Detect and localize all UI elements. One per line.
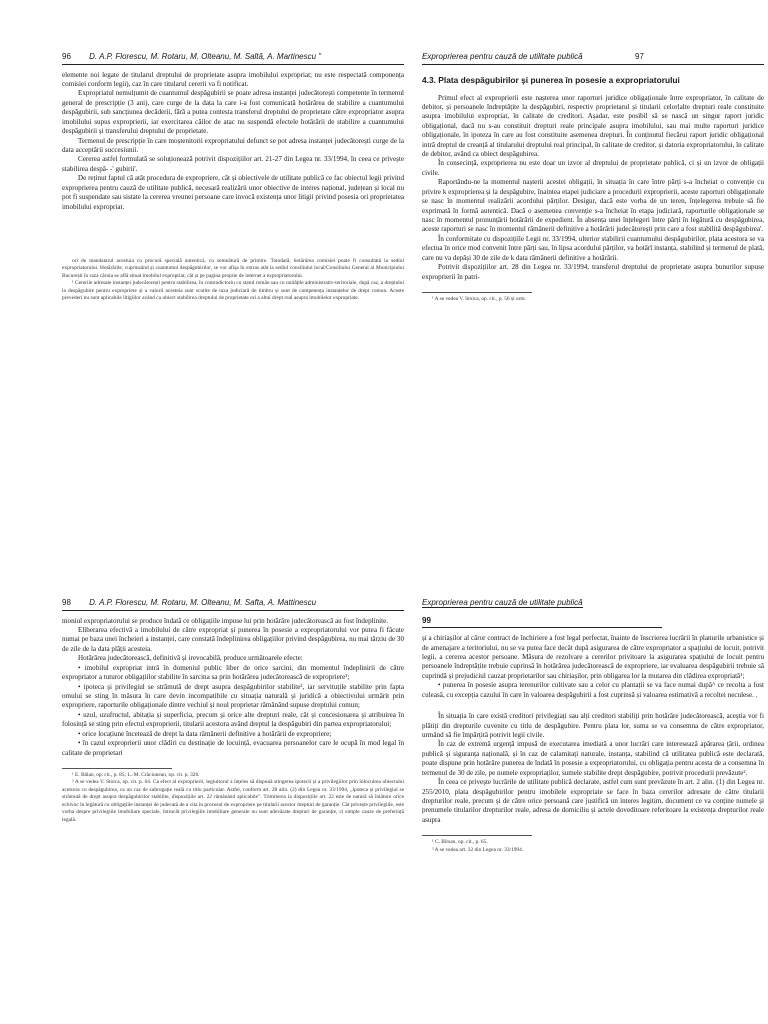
footnote: ¹ C. Bîrsan, op. cit., p. 65. — [432, 839, 488, 846]
running-header — [62, 52, 404, 65]
paragraph: În consecință, exproprierea nu este doar un izvor al dreptului de proprietate publică, ci și un izvor de obligații civile. — [422, 159, 764, 177]
footnotes — [422, 296, 764, 303]
bullet-item: • în cazul exproprierii unor clădiri cu destinație de locuință, evacuarea persoanelor care le ocupă în mod legal în calitate de proprietari — [62, 739, 404, 757]
footnote: ¹ E. Bălan, op. cit., p. 85; L.-M. Crăciunean, op. cit. p. 326. — [72, 771, 200, 778]
page-number: 97 — [635, 52, 644, 61]
bullet-item: • punerea în posesie asupra terenurilor cultivate sau a celor cu plantații se va face numai după^ ce recolta a fost culeasă, cu excepția cazului în care în valoarea despăgubirii a fost cuprinsă și valoarea estimativă a recoltei neculese. . — [422, 681, 764, 699]
footnote: ori de mandatarul acestuia cu procură specială autentică, cu semnătură de primire. Totodată, hotărârea comisiei poate fi consultată la sediul expropriatorului. Hotărârile, cuprinzând și cuantumul despăgubirilor, se vor afișa în extras atât la sediul consiliului local/Consiliului General al Municipiului București în raza căruia se află situat imobilul expropriat, cât și pe pagina proprie de internet a expropriatorului. — [62, 257, 404, 279]
running-header — [422, 52, 764, 65]
bullet-item: • orice locațiune încetează de drept la data rămânerii definitive a hotărârii de expropriere; — [78, 729, 332, 738]
page-96 — [62, 52, 404, 303]
footnote: ¹ A se vedea V. Stoica, op. cit., p. 56 și urm. — [432, 295, 526, 302]
footnotes — [62, 772, 404, 824]
page-98 — [62, 598, 404, 824]
paragraph: Expropriatul nemulțumit de cuantumul despăgubirii se poate adresa instanței judecătorești competente în termenul general de prescripție (3 ani), care curge de la data la care i-a fost comunicată hotărârea de stabilire a cuantumului despăgubirii, sub sancțiunea decăderii, fără a putea contesta transferul dreptului de proprietate către expropriator asupra imobilului supus exproprierii, iar exercitarea căilor de atac nu suspendă efectele hotărârii de stabilire a cuantumului despăgubirii și transferului dreptului de proprietate. — [62, 89, 404, 136]
footnote: ¹ Cererile adresate instanței judecătorești pentru stabilirea, în contradictoriu cu statul român sau cu unitățile administrativ-teritoriale, după caz, a dreptului la despăgubire pentru expropriere și a valorii acesteia sunt scutite de taxa judiciară de timbru și sunt de competența instanțelor de drept comun. Aceste prevederi nu sunt aplicabile litigiilor având ca obiect stabilirea dreptului de proprietate ori a altui drept real asupra imobilelor expropriate. — [62, 280, 404, 302]
bullet-item: • imobilul expropriat intră în domeniul public liber de orice sarcini, din momentul îndeplinirii de către expropriator a tuturor obligațiilor stabilite în sarcina sa prin hotărârea judecătorească de expropriere¹; — [62, 663, 404, 682]
page-97 — [422, 52, 764, 303]
paragraph: moniul expropriatorului se produce îndată ce obligațiile impuse lui prin hotărâre judecătorească au fost îndeplinite. — [62, 616, 389, 625]
page-number: 96 — [62, 52, 71, 61]
running-header — [422, 598, 764, 610]
paragraph: De reținut faptul că atât procedura de expropriere, cât și obiectivele de utilitate publică ce fac obiectul legii privind exproprierea pentru cauză de utilitate publică, necesară realizării unor obiective de interes național, județean și local nu pot fi suspendate sau sistate la cererea vreunei persoane care invocă existența unor litigii privind posesia ori proprietatea imobilului expropriat. — [62, 174, 404, 211]
paragraph: Primul efect al exproprierii este nașterea unor raporturi juridice obligaționale între expropriator, în calitate de debitor, și persoanele îndreptățite la despăgubiri, respectiv proprietarul și titularii celorlalte drepturi reale constituite asupra imobilului expropriat, în calitate de creditori. Așadar, este posibil să se nască un singur raport juridic obligațional, dacă nu s-au constituit drepturi reale principale asupra imobilului, sau mai multe raporturi juridice obligaționale, în ipoteza în care au fost constituite asemenea drepturi. În conținutul fiecărui raport juridic obligațional intră dreptul de creanță al titularului dreptului real principal, în calitate de creditor, și datoria expropriatorului, în calitate de debitor, având ca obiect despăgubirea. — [422, 93, 764, 159]
paragraph: În conformitate cu dispozițiile Legii nr. 33/1994, ulterior stabilirii cuantumului despăgubirilor, plata acestora se va efectua în orice mod convenit între părți sau, în lipsa acordului părților, va hotărî instanța, stabilind și termenul de plată, care nu va depăși 30 de zile de k data rămânerii definitive a hotărârii. — [422, 234, 764, 262]
paragraph: Termenul de prescripție în care moștenitorii expropriatului defunct se pot adresa instanței judecătorești curge de la data acceptării succesiunii. — [62, 136, 404, 154]
running-head-title: Exproprierea pentru cauză de utilitate publică — [422, 598, 583, 607]
footnotes — [422, 839, 764, 854]
paragraph: Hotărârea judecătorească, definitivă și irevocabilă, produce următoarele efecte: — [78, 654, 303, 663]
paragraph: elemente noi legate de titularul dreptului de proprietate asupra imobilului expropriat; nu este respectată componența comisiei conform legii), caz în care titularul cererii va fi notificat. — [62, 70, 404, 89]
paragraph: Eliberarea efectivă a imobilului de către expropriat și punerea în posesie a expropriatorului vor putea fi făcute numai pe baza unei încheieri a instanței, care constată îndeplinirea obligațiilor privind despăgubirea, nu mai târziu de 30 de zile de la data plății acesteia. — [62, 626, 404, 653]
page-number: 98 — [62, 598, 71, 607]
footnotes — [62, 258, 404, 303]
running-head-title: Exproprierea pentru cauză de utilitate publică — [422, 52, 583, 61]
page-99 — [422, 598, 764, 854]
footnote: ² A se vedea art. 32 din Legea nr. 33/1994. — [432, 846, 524, 853]
running-head-authors: D. A.P. Florescu, M. Rotaru, M. Olteanu, M. Safta, A. Mattinescu — [89, 598, 317, 607]
paragraph: În ceea ce privește lucrările de utilitate publică declarate, astfel cum sunt prevăzute în art. 2 alin. (1) din Legea nr. 255/2010, plata despăgubirilor pentru imobilele expropriate se face în baza cererilor adresate de către titularii drepturilor reale, precum și de către orice persoană care justifică un interes legitim, document ce va conține numele și prenumele titularilor drepturilor reale, adresa de domiciliu și actele doveditoare referitoare la existența drepturilor reale asupra — [422, 778, 764, 824]
paragraph: În situația în care există creditori privilegiați sau alți creditori stabiliți prin hotărâre judecătorească, aceștia vor fi plătiți din drepturile cuvenite cu titlu de despăgubire. Pentru plata lor, suma se va consemna de către expropriator, urmând să fie împărțită potrivit legii civile. — [422, 712, 764, 740]
paragraph: Potrivit dispozițiilor art. 28 din Legea nr. 33/1994, transferul dreptului de proprietate asupra bunurilor supuse exproprierii în patri- — [422, 263, 764, 281]
footnote: ² A se vedea V. Stoica, op. cit. p. 64. Ca efect al exproprierii, legiuitorul a înțeles să dispună stingerea ipotecii și a privilegiilor prin înlocuirea obiectului acestora cu despăgubirea, ca un caz de subrogație reală cu titlu particular. Astfel, conform art. 28 alin. (2) din Legea nr. 33/1994, „ipoteca și privilegiul se strămută de drept asupra despăgubirilor stabilite, dispozițiile art. 22 rămânând aplicabile". Trimiterea la dispozițiile art. 22 este de natură să înlăture orice echivoc în legătură cu obligațiile instanței de judecată de a cita în procesul de expropriere pe titularii acestor drepturi de garanție. Cât privește privilegiile, este vorba despre privilegiile imobiliare speciale, întrucât privilegiile imobiliare generale nu sunt adevărate drepturi de garanție, ci simple cauze de preferință legală. — [62, 779, 404, 823]
section-title: 4.3. Plata despăgubirilor şi punerea în posesie a expropriatorului — [422, 74, 680, 85]
running-header — [62, 598, 404, 611]
running-head-authors: D. A.P. Florescu, M. Rotaru, M. Olteanu, M. Saltă, A. Martinescu " — [89, 52, 322, 61]
paragraph: Cererea astfel formulată se soluționează potrivit dispozițiilor art. 21-27 din Legea nr. 33/1994, în ceea ce privește stabilirea despă- -' gubirii'. — [62, 155, 404, 173]
page-number: 99 — [422, 616, 662, 629]
paragraph: Raportându-ne la momentul nașterii acestei obligații, în situația în care între părți s-a încheiat o convenție cu privire k exproprierea și la despăgubire, înaintea etapei judiciare a procedurii exproprierii, aceste raporturi obligaționale se nasc în momentul realizării acordului părților. Desigur, dacă este vorba de un teren, înțelegerea trebuie să fie exprimată în formă autentică. Dacă o asemenea convenție s-a încheiat în etapa judiciară, raporturile obligaționale se nasc în momentul pronunțării hotărârii de expedient. În absența unei înțelegeri între părți în legătură cu despăgubirea, aceste raporturi se nasc în momentul rămânerii definitive a hotărârii judecătorești prin care a fost stabilită despăgubirea'. — [422, 178, 764, 234]
bullet-item: • uzul, uzufructul, abitația și superficia, precum și orice alte drepturi reale, cât și concesionarea și atribuirea în folosință se sting prin efectul exproprierii, titularii acestora având dreptul la despăgubiri din partea expropriatorului; — [62, 710, 404, 729]
paragraph: și a chiriașilor al căror contract de închiriere a fost legal perfectat, înainte de înscrierea lucrării în planurile urbanistice și de amenajare a teritoriului, nu se va putea face decât după asigurarea de către expropriator a spațiului de locuit, potrivit legii, a cererea acestor persoane. Măsura de rezolvare a cererilor privitoare la asigurarea spațiului de locuit pentru persoanele îndreptățite trebuie cuprinsă în hotărârea judecătorească de expropriere, iar evaluarea despăgubirii trebuie să cuprindă și prejudiciul cauzat proprietarilor sau chiriașilor, prin obligarea lor la mutarea din clădirea expropriată¹; — [422, 634, 764, 680]
bullet-item: • ipoteca și privilegiul se strămută de drept asupra despăgubirilor stabilite², iar servituțile stabilite prin fapta omului se sting în măsura în care devin incompatibile cu situația naturală și juridică a obiectivului urmărit prin expropriere, raporturile obligaționale dintre vechiul și noul proprietar rămânând supuse dreptului comun; — [62, 682, 404, 710]
paragraph: În caz de extremă urgență impusă de executarea imediată a unor lucrări care interesează apărarea țării, ordinea publică și siguranța națională, și în caz de calamitați naturale, instanța, stabilind că utilitatea publică este declarată, poate dispune prin hotărâre punerea de îndată în posesie a expropriatorului, cu obligația pentru acesta de a consemna în termenul de 30 de zile, pe numele expropriaților, sumele stabilite drept despăgubire, potrivit procedurii prevăzute². — [422, 740, 764, 777]
